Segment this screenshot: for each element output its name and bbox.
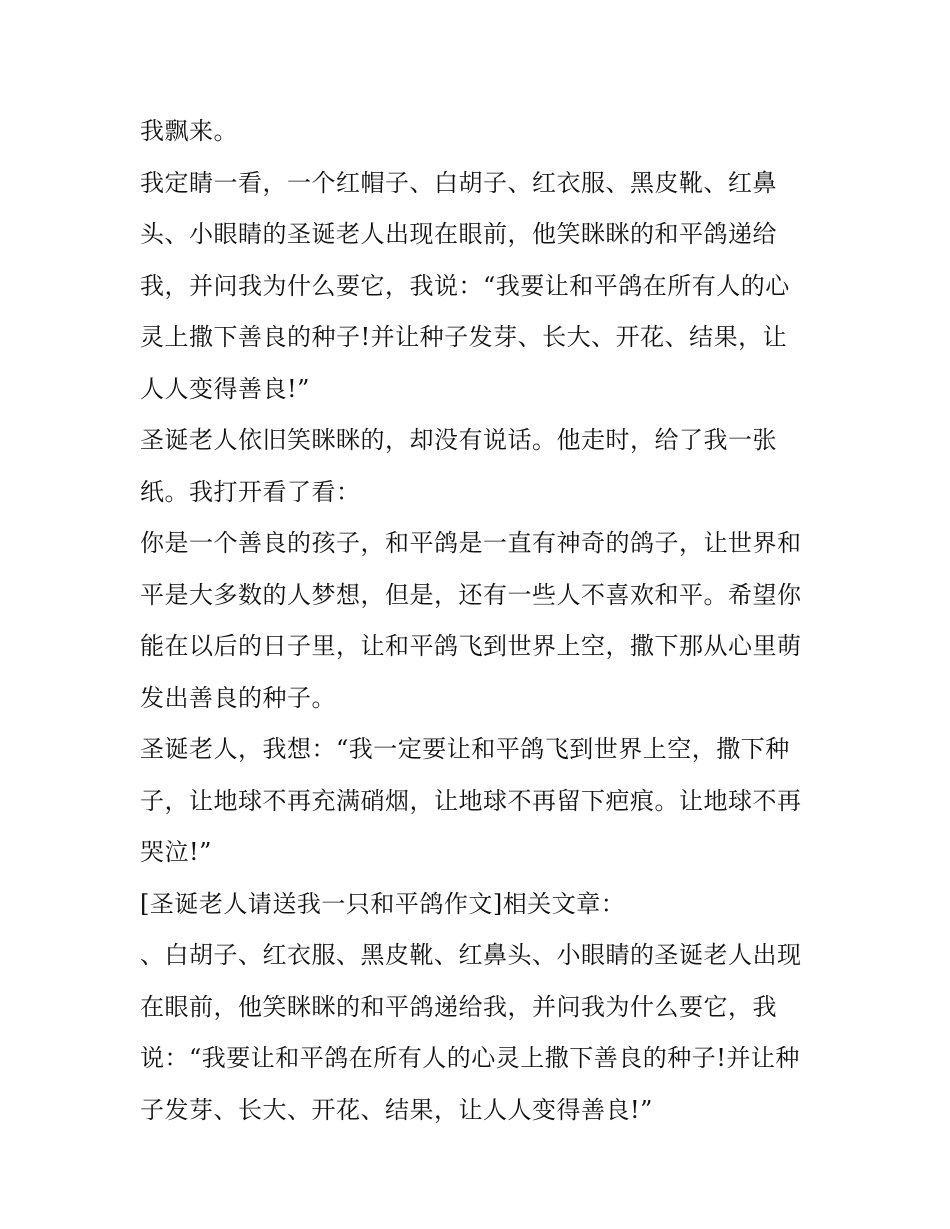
text-line: 圣诞老人依旧笑眯眯的，却没有说话。他走时，给了我一张	[140, 426, 777, 454]
related-articles-heading: [圣诞老人请送我一只和平鸽作文]相关文章：	[140, 889, 626, 918]
text-line: 哭泣!”	[140, 838, 212, 866]
text-line: 在眼前，他笑眯眯的和平鸽递给我，并问我为什么要它，我	[140, 992, 777, 1021]
text-line: 平是大多数的人梦想，但是，还有一些人不喜欢和平。希望你	[140, 580, 802, 609]
text-line: 子发芽、长大、开花、结果，让人人变得善良!”	[140, 1095, 653, 1124]
text-line: 说：“我要让和平鸽在所有人的心灵上撒下善良的种子!并让种	[140, 1044, 800, 1072]
text-line: 子，让地球不再充满硝烟，让地球不再留下疤痕。让地球不再	[140, 786, 802, 815]
text-line: 我定睛一看，一个红帽子、白胡子、红衣服、黑皮靴、红鼻	[140, 168, 777, 197]
text-line: 人人变得善良!”	[140, 374, 310, 403]
text-line: 纸。我打开看了看：	[140, 477, 361, 506]
text-line: 能在以后的日子里，让和平鸽飞到世界上空，撒下那从心里萌	[140, 632, 802, 660]
text-line: 发出善良的种子。	[140, 683, 336, 712]
text-line: 我飘来。	[140, 117, 238, 145]
text-line: 你是一个善良的孩子，和平鸽是一直有神奇的鸽子，让世界和	[140, 529, 802, 557]
text-line: 灵上撒下善良的种子!并让种子发芽、长大、开花、结果，让	[140, 323, 788, 351]
article-text	[140, 106, 820, 1136]
text-line: 我，并问我为什么要它，我说：“我要让和平鸽在所有人的心	[140, 271, 790, 300]
text-line: 头、小眼睛的圣诞老人出现在眼前，他笑眯眯的和平鸽递给	[140, 220, 777, 248]
text-line: 、白胡子、红衣服、黑皮靴、红鼻头、小眼睛的圣诞老人出现	[140, 941, 802, 969]
text-line: 圣诞老人，我想：“我一定要让和平鸽飞到世界上空，撒下种	[140, 735, 790, 763]
